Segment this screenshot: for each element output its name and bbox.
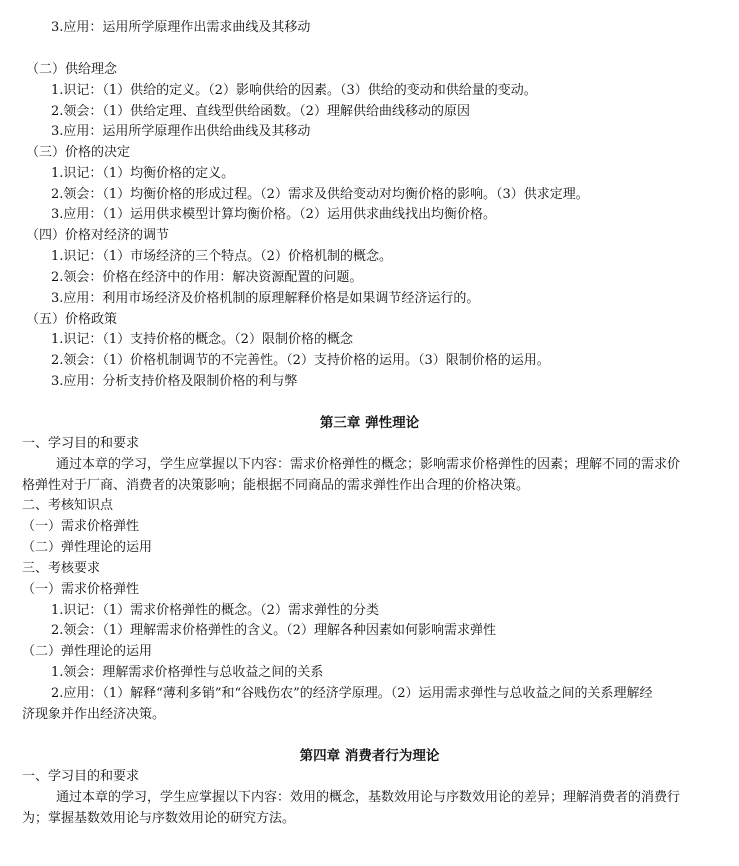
section-heading: （一）需求价格弹性 (22, 582, 140, 597)
section-heading: 一、学习目的和要求 (22, 436, 140, 451)
text-line: 2.领会：（1）价格机制调节的不完善性。（2）支持价格的运用。（3）限制价格的运用。 (51, 353, 550, 368)
text-line: 2.领会：（1）供给定理、直线型供给函数。（2）理解供给曲线移动的原因 (51, 104, 470, 119)
paragraph-line: 通过本章的学习，学生应掌握以下内容：需求价格弹性的概念；影响需求价格弹性的因素；理解不同的需求价 (56, 457, 681, 472)
section-heading: （一）需求价格弹性 (22, 519, 140, 534)
text-line: 1.识记：（1）均衡价格的定义。 (51, 166, 235, 181)
section-heading: （五）价格政策 (26, 312, 118, 327)
text-line: 2.领会：价格在经济中的作用：解决资源配置的问题。 (51, 270, 363, 285)
text-line: 1.领会：理解需求价格弹性与总收益之间的关系 (51, 665, 324, 680)
chapter-title: 第三章 弹性理论 (319, 415, 420, 431)
section-heading: 一、学习目的和要求 (22, 769, 140, 784)
text-line: 2.领会：（1）理解需求价格弹性的含义。（2）理解各种因素如何影响需求弹性 (51, 623, 496, 638)
text-line: 1.识记：（1）供给的定义。（2）影响供给的因素。（3）供给的变动和供给量的变动。 (51, 83, 537, 98)
text-line: 3.应用：运用所学原理作出供给曲线及其移动 (51, 124, 311, 139)
chapter-title: 第四章 消费者行为理论 (299, 748, 440, 764)
paragraph-line: 为；掌握基数效用论与序数效用论的研究方法。 (22, 811, 296, 826)
text-line: 2.领会：（1）均衡价格的形成过程。（2）需求及供给变动对均衡价格的影响。（3）供求定理。 (51, 187, 589, 202)
text-line: 3.应用：分析支持价格及限制价格的利与弊 (51, 374, 298, 389)
text-line: 3.应用：利用市场经济及价格机制的原理解释价格是如果调节经济运行的。 (51, 291, 480, 306)
section-heading: （二）弹性理论的运用 (22, 540, 153, 555)
paragraph-line: 格弹性对于厂商、消费者的决策影响；能根据不同商品的需求弹性作出合理的价格决策。 (22, 478, 530, 493)
text-line: 1.识记：（1）市场经济的三个特点。（2）价格机制的概念。 (51, 249, 392, 264)
paragraph-line: 2.应用：（1）解释“薄利多销”和“谷贱伤农”的经济学原理。（2）运用需求弹性与总收益之间的关系理解经 (51, 686, 653, 701)
paragraph-line: 通过本章的学习，学生应掌握以下内容：效用的概念，基数效用论与序数效用论的差异；理解消费者的消费行 (56, 790, 681, 805)
text-line: 1.识记：（1）需求价格弹性的概念。（2）需求弹性的分类 (51, 603, 379, 618)
text-line: 3.应用：运用所学原理作出需求曲线及其移动 (51, 20, 311, 35)
text-line: 1.识记：（1）支持价格的概念。（2）限制价格的概念 (51, 332, 353, 347)
section-heading: （三）价格的决定 (26, 145, 131, 160)
paragraph-line: 济现象并作出经济决策。 (22, 707, 166, 722)
section-heading: 二、考核知识点 (22, 498, 114, 513)
section-heading: （二）弹性理论的运用 (22, 644, 153, 659)
section-heading: 三、考核要求 (22, 561, 101, 576)
text-line: 3.应用：（1）运用供求模型计算均衡价格。（2）运用供求曲线找出均衡价格。 (51, 207, 496, 222)
section-heading: （四）价格对经济的调节 (26, 228, 170, 243)
section-heading: （二）供给理念 (26, 62, 118, 77)
